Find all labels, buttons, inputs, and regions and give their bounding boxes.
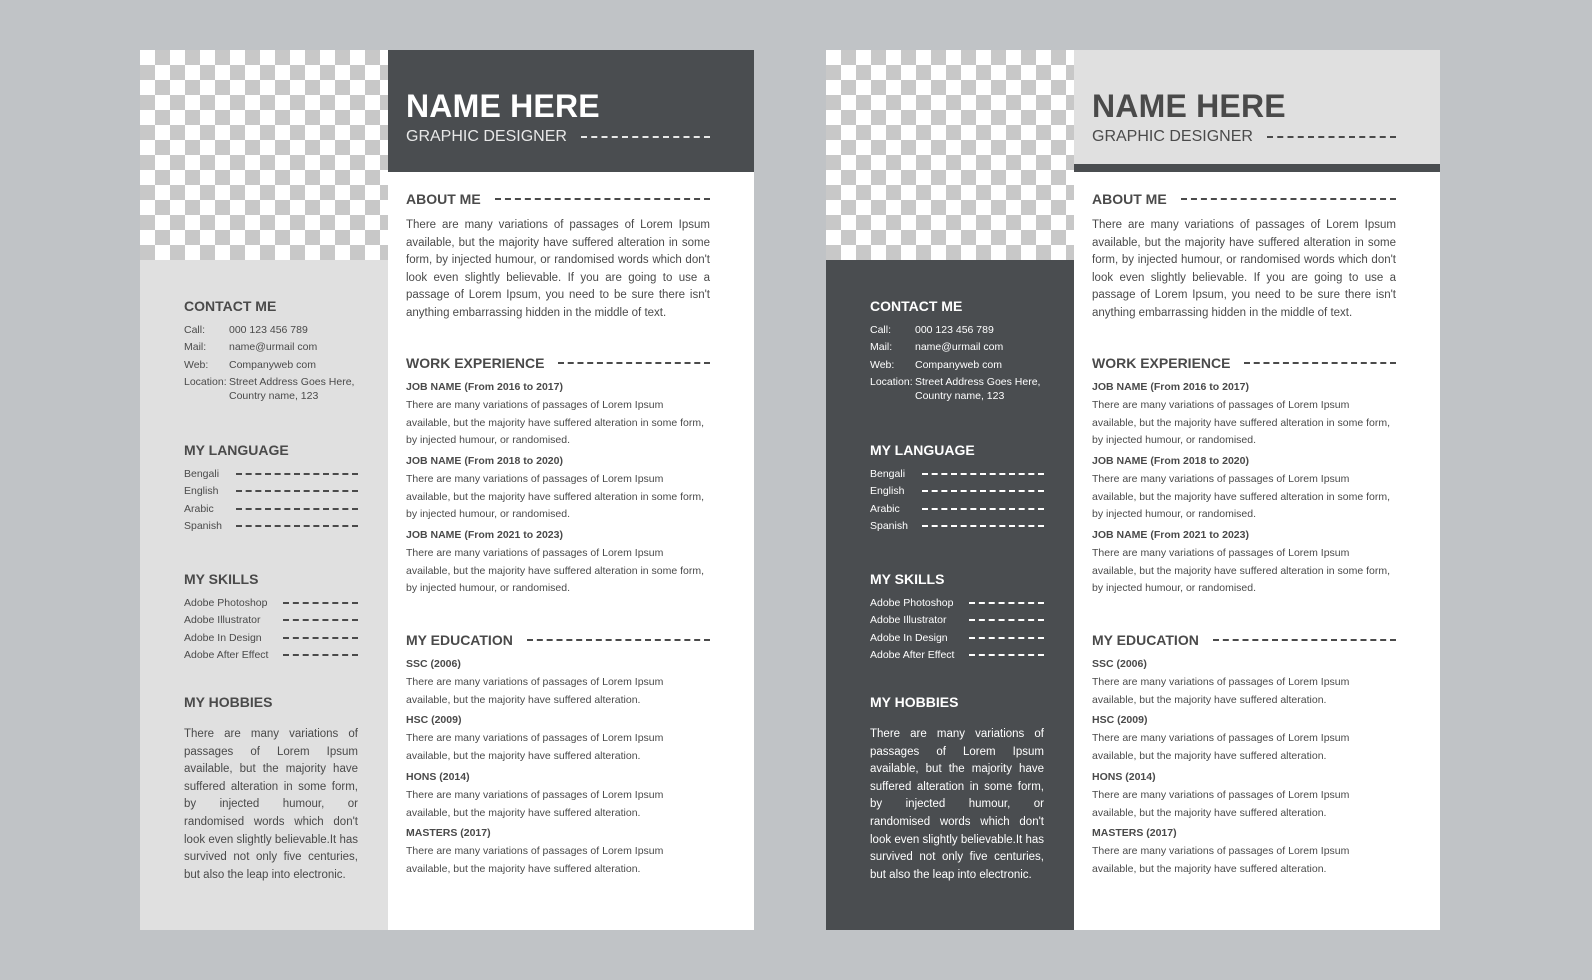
language-label: English — [184, 485, 219, 497]
education-entry — [406, 826, 710, 878]
skill-level-bar — [969, 602, 1044, 604]
education-description: There are many variations of passages of Lorem Ipsum available, but the majority have suffered alteration. — [406, 789, 664, 819]
about-heading — [1092, 191, 1396, 207]
language-item — [184, 484, 358, 498]
contact-email: name@urmail com — [229, 341, 318, 353]
contact-location: Street Address Goes Here, Country name, 123 — [915, 376, 1041, 402]
role-divider — [1267, 136, 1396, 138]
hobbies-text: There are many variations of passages of Lorem Ipsum available, but the majority have suffered alteration in some form, by injected humour, or randomised words which don't look even slightly believable.It has survived not only five centuries, but also the leap into electronic. — [184, 728, 358, 881]
job-title: JOB NAME (From 2018 to 2020) — [406, 455, 563, 467]
skill-item — [184, 596, 358, 610]
contact-location-row — [870, 375, 1048, 403]
job-description: There are many variations of passages of Lorem Ipsum available, but the majority have suffered alteration in some form, by injected humour, or randomised. — [1092, 473, 1391, 520]
about-title: ABOUT ME — [1092, 191, 1167, 207]
skill-item — [870, 596, 1044, 610]
education-entry — [406, 770, 710, 822]
education-heading — [406, 632, 710, 648]
skill-item — [870, 613, 1044, 627]
job-description: There are many variations of passages of Lorem Ipsum available, but the majority have suffered alteration in some form, by injected humour, or randomised. — [1092, 547, 1391, 594]
job-description: There are many variations of passages of Lorem Ipsum available, but the majority have suffered alteration in some form, by injected humour, or randomised. — [1092, 399, 1391, 446]
education-entry — [1092, 713, 1396, 765]
skill-label: Adobe In Design — [184, 632, 262, 644]
education-description: There are many variations of passages of Lorem Ipsum available, but the majority have suffered alteration. — [406, 676, 664, 706]
photo-placeholder — [140, 50, 388, 260]
contact-mail-row — [870, 340, 1048, 354]
work-heading — [406, 355, 710, 371]
contact-location: Street Address Goes Here, Country name, 123 — [229, 376, 355, 402]
education-description: There are many variations of passages of Lorem Ipsum available, but the majority have suffered alteration. — [1092, 732, 1350, 762]
section-divider — [1244, 362, 1396, 364]
skill-label: Adobe Illustrator — [870, 614, 947, 626]
language-title: MY LANGUAGE — [184, 442, 289, 458]
skill-level-bar — [283, 654, 358, 656]
language-item — [870, 502, 1044, 516]
language-title: MY LANGUAGE — [870, 442, 975, 458]
education-degree: MASTERS (2017) — [1092, 827, 1177, 839]
header-banner — [388, 50, 754, 172]
language-item — [184, 502, 358, 516]
photo-placeholder — [826, 50, 1074, 260]
contact-email: name@urmail com — [915, 341, 1004, 353]
skill-item — [184, 631, 358, 645]
contact-label: Mail: — [184, 341, 207, 353]
resume-template-light — [140, 50, 754, 930]
job-description: There are many variations of passages of Lorem Ipsum available, but the majority have suffered alteration in some form, by injected humour, or randomised. — [406, 547, 705, 594]
education-entry — [406, 713, 710, 765]
resume-role: GRAPHIC DESIGNER — [406, 128, 567, 145]
hobbies-title: MY HOBBIES — [870, 694, 959, 710]
language-level-bar — [236, 490, 358, 492]
job-title: JOB NAME (From 2016 to 2017) — [1092, 381, 1249, 393]
contact-label: Location: — [184, 376, 227, 388]
job-description: There are many variations of passages of Lorem Ipsum available, but the majority have suffered alteration in some form, by injected humour, or randomised. — [406, 399, 705, 446]
contact-web: Companyweb com — [915, 359, 1002, 371]
skills-title: MY SKILLS — [870, 571, 945, 587]
skill-level-bar — [283, 637, 358, 639]
about-heading — [406, 191, 710, 207]
language-label: Bengali — [184, 468, 220, 480]
hobbies-title: MY HOBBIES — [184, 694, 273, 710]
contact-label: Call: — [184, 324, 206, 336]
skills-title: MY SKILLS — [184, 571, 259, 587]
contact-web-row — [184, 358, 362, 372]
job-title: JOB NAME (From 2018 to 2020) — [1092, 455, 1249, 467]
job-entry — [406, 454, 710, 524]
contact-call-row — [184, 323, 362, 337]
contact-phone: 000 123 456 789 — [229, 324, 308, 336]
education-description: There are many variations of passages of Lorem Ipsum available, but the majority have suffered alteration. — [1092, 789, 1350, 819]
education-heading — [1092, 632, 1396, 648]
skill-label: Adobe Photoshop — [184, 597, 268, 609]
education-entry — [1092, 770, 1396, 822]
job-entry — [1092, 528, 1396, 598]
job-entry — [406, 528, 710, 598]
role-row — [1092, 128, 1396, 146]
language-level-bar — [236, 473, 358, 475]
language-level-bar — [922, 473, 1044, 475]
language-item — [870, 519, 1044, 533]
about-text: There are many variations of passages of Lorem Ipsum available, but the majority have suffered alteration in some form, by injected humour, or randomised words which don't look even slightly believable. If you are going to use a passage of Lorem Ipsum, you need to be sure there isn't anything embarrassing hidden in the middle of text. — [1092, 219, 1396, 319]
language-label: English — [870, 485, 905, 497]
about-title: ABOUT ME — [406, 191, 481, 207]
job-title: JOB NAME (From 2021 to 2023) — [406, 529, 563, 541]
job-entry — [1092, 454, 1396, 524]
language-level-bar — [922, 508, 1044, 510]
header-banner — [1074, 50, 1440, 172]
language-label: Spanish — [870, 520, 908, 532]
contact-title: CONTACT ME — [870, 298, 963, 314]
skill-label: Adobe In Design — [870, 632, 948, 644]
contact-label: Call: — [870, 324, 892, 336]
role-row — [406, 128, 710, 146]
job-description: There are many variations of passages of Lorem Ipsum available, but the majority have suffered alteration in some form, by injected humour, or randomised. — [406, 473, 705, 520]
language-label: Spanish — [184, 520, 222, 532]
language-item — [870, 484, 1044, 498]
education-description: There are many variations of passages of Lorem Ipsum available, but the majority have suffered alteration. — [1092, 845, 1350, 875]
skill-level-bar — [969, 619, 1044, 621]
language-level-bar — [236, 525, 358, 527]
contact-call-row — [870, 323, 1048, 337]
resume-template-dark — [826, 50, 1440, 930]
language-level-bar — [922, 490, 1044, 492]
work-title: WORK EXPERIENCE — [406, 355, 545, 371]
section-divider — [1213, 639, 1396, 641]
contact-label: Web: — [184, 359, 209, 371]
contact-label: Web: — [870, 359, 895, 371]
education-description: There are many variations of passages of Lorem Ipsum available, but the majority have suffered alteration. — [406, 845, 664, 875]
skill-level-bar — [283, 619, 358, 621]
education-entry — [1092, 826, 1396, 878]
skill-level-bar — [969, 654, 1044, 656]
language-level-bar — [236, 508, 358, 510]
skill-level-bar — [283, 602, 358, 604]
job-title: JOB NAME (From 2021 to 2023) — [1092, 529, 1249, 541]
skill-label: Adobe Photoshop — [870, 597, 954, 609]
job-entry — [1092, 380, 1396, 450]
education-entry — [1092, 657, 1396, 709]
education-title: MY EDUCATION — [1092, 632, 1199, 648]
education-degree: MASTERS (2017) — [406, 827, 491, 839]
contact-web: Companyweb com — [229, 359, 316, 371]
resume-role: GRAPHIC DESIGNER — [1092, 128, 1253, 145]
language-item — [870, 467, 1044, 481]
education-degree: SSC (2006) — [406, 658, 461, 670]
about-text: There are many variations of passages of Lorem Ipsum available, but the majority have suffered alteration in some form, by injected humour, or randomised words which don't look even slightly believable. If you are going to use a passage of Lorem Ipsum, you need to be sure there isn't anything embarrassing hidden in the middle of text. — [406, 219, 710, 319]
job-title: JOB NAME (From 2016 to 2017) — [406, 381, 563, 393]
sidebar — [140, 260, 388, 930]
skill-label: Adobe Illustrator — [184, 614, 261, 626]
contact-phone: 000 123 456 789 — [915, 324, 994, 336]
contact-title: CONTACT ME — [184, 298, 277, 314]
education-title: MY EDUCATION — [406, 632, 513, 648]
language-label: Arabic — [184, 503, 214, 515]
work-title: WORK EXPERIENCE — [1092, 355, 1231, 371]
skill-label: Adobe After Effect — [184, 649, 269, 661]
skill-item — [870, 648, 1044, 662]
education-degree: HONS (2014) — [1092, 771, 1156, 783]
section-divider — [558, 362, 710, 364]
language-label: Bengali — [870, 468, 906, 480]
work-heading — [1092, 355, 1396, 371]
contact-location-row — [184, 375, 362, 403]
education-description: There are many variations of passages of Lorem Ipsum available, but the majority have suffered alteration. — [406, 732, 664, 762]
education-degree: HSC (2009) — [406, 714, 462, 726]
resume-name: NAME HERE — [1092, 88, 1286, 124]
education-degree: HSC (2009) — [1092, 714, 1148, 726]
education-entry — [406, 657, 710, 709]
language-item — [184, 519, 358, 533]
language-label: Arabic — [870, 503, 900, 515]
hobbies-text: There are many variations of passages of Lorem Ipsum available, but the majority have suffered alteration in some form, by injected humour, or randomised words which don't look even slightly believable.It has survived not only five centuries, but also the leap into electronic. — [870, 728, 1044, 881]
contact-label: Location: — [870, 376, 913, 388]
resume-name: NAME HERE — [406, 88, 600, 124]
contact-web-row — [870, 358, 1048, 372]
section-divider — [495, 198, 710, 200]
contact-label: Mail: — [870, 341, 893, 353]
skill-level-bar — [969, 637, 1044, 639]
education-degree: HONS (2014) — [406, 771, 470, 783]
skill-item — [184, 648, 358, 662]
section-divider — [527, 639, 710, 641]
education-description: There are many variations of passages of Lorem Ipsum available, but the majority have suffered alteration. — [1092, 676, 1350, 706]
sidebar — [826, 260, 1074, 930]
section-divider — [1181, 198, 1396, 200]
contact-mail-row — [184, 340, 362, 354]
job-entry — [406, 380, 710, 450]
skill-item — [870, 631, 1044, 645]
skill-item — [184, 613, 358, 627]
education-degree: SSC (2006) — [1092, 658, 1147, 670]
language-item — [184, 467, 358, 481]
role-divider — [581, 136, 710, 138]
language-level-bar — [922, 525, 1044, 527]
skill-label: Adobe After Effect — [870, 649, 955, 661]
